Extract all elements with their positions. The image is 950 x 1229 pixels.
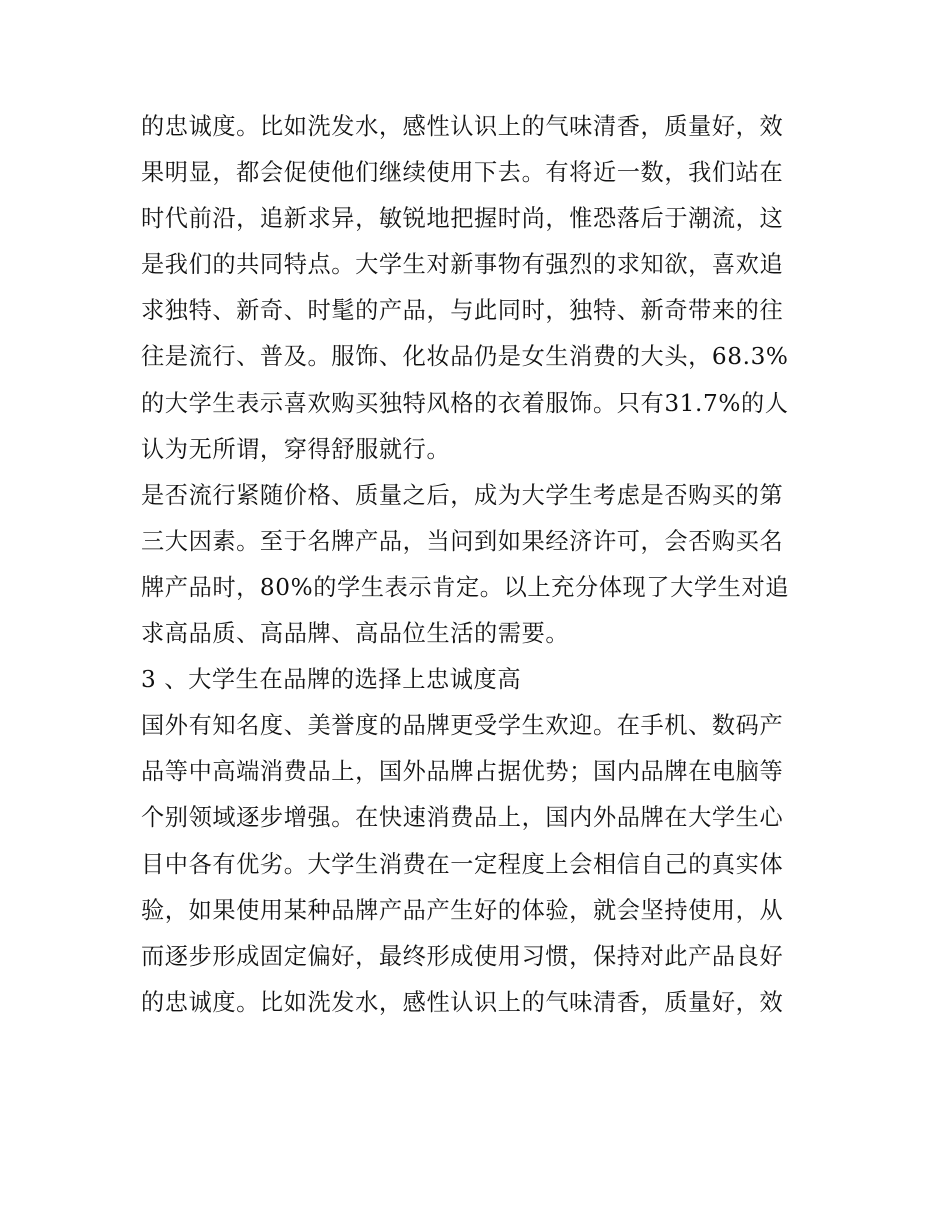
text-line: 果明显，都会促使他们继续使用下去。有将近一数，我们站在 <box>141 159 784 187</box>
text-line: 求独特、新奇、时髦的产品，与此同时，独特、新奇带来的往 <box>141 297 784 325</box>
text-line: 是我们的共同特点。大学生对新事物有强烈的求知欲，喜欢追 <box>141 251 784 279</box>
text-line: 的忠诚度。比如洗发水，感性认识上的气味清香，质量好，效 <box>141 113 784 140</box>
text-line: 三大因素。至于名牌产品，当问到如果经济许可，会否购买名 <box>141 527 784 555</box>
text-line: 认为无所谓，穿得舒服就行。 <box>141 435 451 463</box>
text-line: 目中各有优劣。大学生消费在一定程度上会相信自己的真实体 <box>141 850 784 878</box>
text-line: 求高品质、高品牌、高品位生活的需要。 <box>141 620 570 648</box>
text-line: 往是流行、普及。服饰、化妆品仍是女生消费的大头，68.3% <box>141 343 789 371</box>
body-text <box>141 104 821 1026</box>
section-heading: 3 、大学生在品牌的选择上忠诚度高 <box>141 666 522 694</box>
text-line: 牌产品时，80%的学生表示肯定。以上充分体现了大学生对追 <box>141 573 790 601</box>
text-line: 验，如果使用某种品牌产品产生好的体验，就会坚持使用，从 <box>141 896 784 924</box>
text-line: 而逐步形成固定偏好，最终形成使用习惯，保持对此产品良好 <box>141 942 784 970</box>
text-line: 是否流行紧随价格、质量之后，成为大学生考虑是否购买的第 <box>141 481 784 509</box>
text-line: 国外有知名度、美誉度的品牌更受学生欢迎。在手机、数码产 <box>141 712 784 740</box>
text-line: 品等中高端消费品上，国外品牌占据优势；国内品牌在电脑等 <box>141 758 784 786</box>
text-line: 的忠诚度。比如洗发水，感性认识上的气味清香，质量好，效 <box>141 988 784 1016</box>
text-line: 时代前沿，追新求异，敏锐地把握时尚，惟恐落后于潮流，这 <box>141 205 784 233</box>
text-line: 个别领域逐步增强。在快速消费品上，国内外品牌在大学生心 <box>141 804 784 832</box>
text-line: 的大学生表示喜欢购买独特风格的衣着服饰。只有31.7%的人 <box>141 389 789 417</box>
